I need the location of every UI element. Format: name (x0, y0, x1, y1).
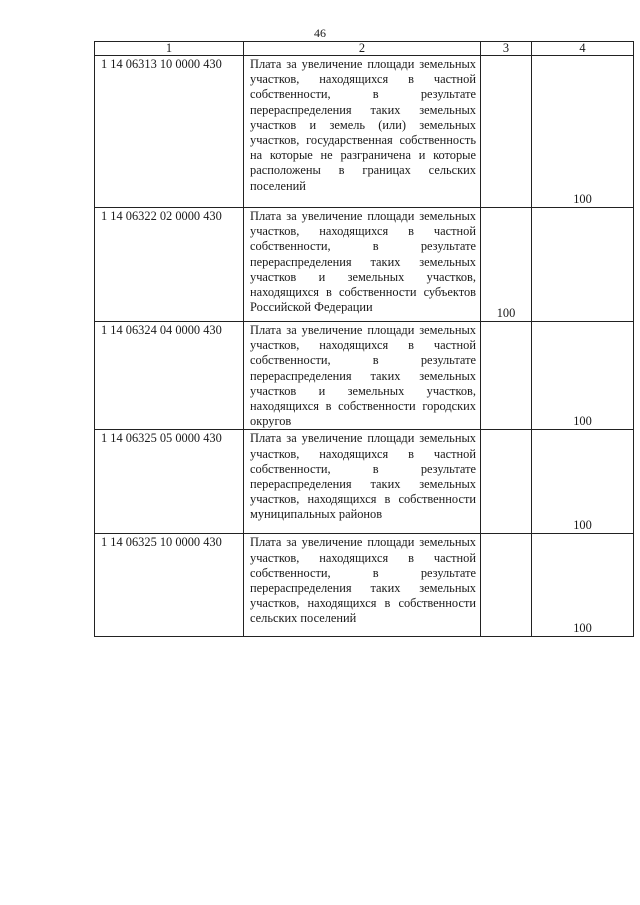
description-cell: Плата за увеличение площади земельных участков, находящихся в частной собственности, в результате перераспределения таких земельных участков, находящихся в собственности сельских поселений (244, 534, 481, 637)
table-row (95, 430, 634, 534)
column-header-1: 1 (95, 42, 244, 56)
budget-code-cell: 1 14 06324 04 0000 430 (95, 322, 244, 430)
table-row (95, 534, 634, 637)
table-header-row (95, 42, 634, 56)
column-4-value-cell: 100 (532, 322, 634, 430)
column-header-4: 4 (532, 42, 634, 56)
column-4-value-cell: 100 (532, 534, 634, 637)
column-3-value-cell (481, 322, 532, 430)
column-3-value-cell: 100 (481, 208, 532, 322)
column-3-value-cell (481, 534, 532, 637)
column-header-3: 3 (481, 42, 532, 56)
description-cell: Плата за увеличение площади земельных участков, находящихся в частной собственности, в результате перераспределения таких земельных участков и земельных участков, находящихся в собственности субъектов Российской Федерации (244, 208, 481, 322)
column-header-2: 2 (244, 42, 481, 56)
table-row (95, 322, 634, 430)
column-4-value-cell: 100 (532, 56, 634, 208)
column-4-value-cell (532, 208, 634, 322)
budget-code-cell: 1 14 06322 02 0000 430 (95, 208, 244, 322)
budget-code-cell: 1 14 06313 10 0000 430 (95, 56, 244, 208)
budget-code-cell: 1 14 06325 10 0000 430 (95, 534, 244, 637)
column-3-value-cell (481, 430, 532, 534)
description-cell: Плата за увеличение площади земельных участков, находящихся в частной собственности, в результате перераспределения таких земельных участков и земель (или) земельных участков, государственная собственность на которые не разграничена и которые расположены в границах сельских поселений (244, 56, 481, 208)
table-row (95, 208, 634, 322)
description-cell: Плата за увеличение площади земельных участков, находящихся в частной собственности, в результате перераспределения таких земельных участков и земельных участков, находящихся в собственности городских округов (244, 322, 481, 430)
column-4-value-cell: 100 (532, 430, 634, 534)
page-number: 46 (314, 26, 326, 40)
table-row (95, 56, 634, 208)
description-cell: Плата за увеличение площади земельных участков, находящихся в частной собственности, в результате перераспределения таких земельных участков, находящихся в собственности муниципальных районов (244, 430, 481, 534)
column-3-value-cell (481, 56, 532, 208)
budget-code-cell: 1 14 06325 05 0000 430 (95, 430, 244, 534)
budget-codes-table (94, 41, 634, 637)
